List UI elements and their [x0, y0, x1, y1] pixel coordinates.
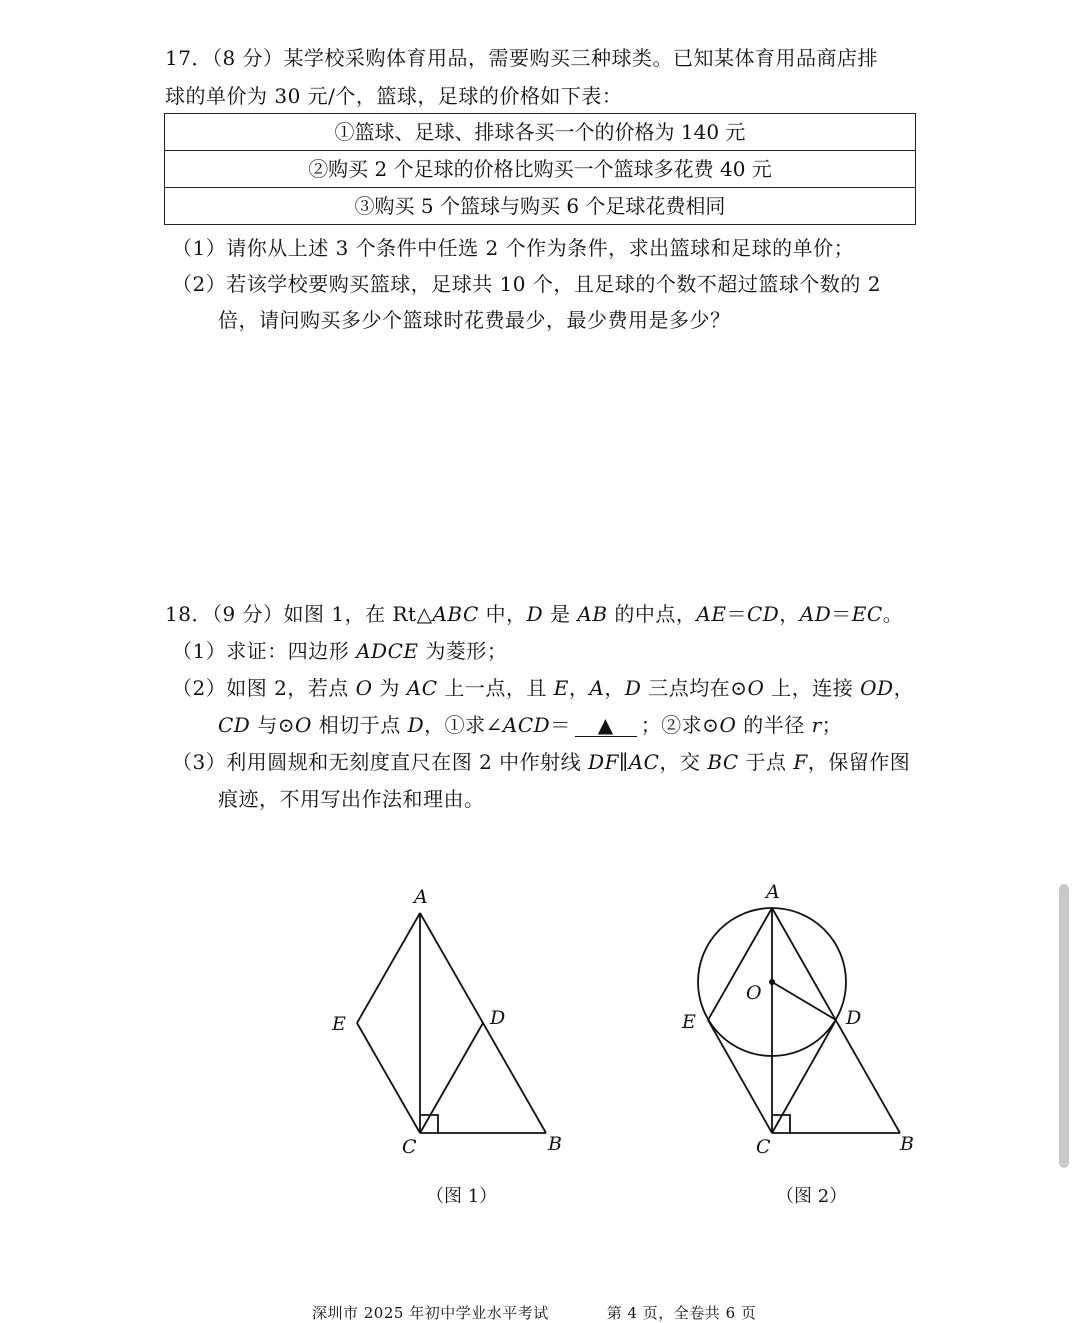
q17-heading-cont: 球的单价为 30 元/个，篮球，足球的价格如下表：	[165, 84, 623, 108]
q18-part-3-cont: 痕迹，不用写出作法和理由。	[218, 787, 485, 811]
fig1-segment-ae	[357, 913, 420, 1023]
fig2-caption: （图 2）	[776, 1186, 848, 1207]
fig2-label-c: C	[756, 1136, 771, 1158]
fig2-label-a: A	[766, 881, 780, 903]
figure-1	[357, 913, 546, 1133]
fig2-segment-ec	[708, 1020, 772, 1133]
exam-name: 深圳市 2025 年初中学业水平考试	[312, 1304, 549, 1322]
fig2-segment-od	[772, 982, 836, 1020]
fig2-label-o: O	[746, 982, 762, 1004]
fig2-center-dot	[769, 979, 775, 985]
fig1-label-a: A	[414, 886, 428, 908]
fig1-label-c: C	[402, 1136, 417, 1158]
figure-2-labels	[681, 881, 914, 1158]
fig2-segment-ae	[708, 908, 772, 1020]
fig2-segment-cd	[772, 1020, 836, 1133]
fig1-segment-cd	[420, 1023, 483, 1133]
q18-heading: 18．（9 分）如图 1，在 Rt△ABC 中，D 是 AB 的中点，AE＝CD，AD＝EC。	[165, 602, 904, 626]
q17-condition-2: ②购买 2 个足球的价格比购买一个篮球多花费 40 元	[165, 151, 916, 188]
q17-heading: 17．（8 分）某学校采购体育用品，需要购买三种球类。已知某体育用品商店排	[165, 46, 879, 70]
fig2-label-d: D	[846, 1007, 862, 1029]
fig2-label-e: E	[682, 1011, 696, 1033]
q17-part-2-cont: 倍，请问购买多少个篮球时花费最少，最少费用是多少？	[218, 308, 731, 332]
fig1-label-e: E	[332, 1013, 346, 1035]
scrollbar-thumb[interactable]	[1059, 884, 1069, 1168]
page-footer	[312, 1302, 756, 1323]
figure-2	[698, 908, 900, 1133]
answer-blank: ▲	[575, 714, 637, 737]
q17-condition-1: ①篮球、足球、排球各买一个的价格为 140 元	[165, 114, 916, 151]
fig1-segment-ec	[357, 1023, 420, 1133]
q18-part-2-cont: CD 与⊙O 相切于点 D，①求∠ACD＝ ▲ ；②求⊙O 的半径 r；	[218, 713, 843, 737]
fig1-label-b: B	[548, 1133, 562, 1155]
q18-part-1: （1）求证：四边形 ADCE 为菱形；	[172, 639, 508, 663]
figure-1-labels	[331, 886, 562, 1158]
q18-part-2: （2）如图 2，若点 O 为 AC 上一点，且 E，A，D 三点均在⊙O 上，连接 OD，	[172, 676, 915, 700]
q17-part-2: （2）若该学校要购买篮球，足球共 10 个，且足球的个数不超过篮球个数的 2	[172, 272, 881, 296]
q17-part-1: （1）请你从上述 3 个条件中任选 2 个作为条件，求出篮球和足球的单价；	[172, 236, 855, 260]
q17-condition-3: ③购买 5 个篮球与购买 6 个足球花费相同	[165, 188, 916, 225]
page-number: 第 4 页，全卷共 6 页	[606, 1304, 757, 1322]
q18-part-3: （3）利用圆规和无刻度直尺在图 2 中作射线 DF∥AC，交 BC 于点 F，保留作图	[172, 750, 911, 774]
fig1-caption: （图 1）	[426, 1186, 498, 1207]
fig1-label-d: D	[490, 1007, 506, 1029]
fig2-label-b: B	[900, 1133, 914, 1155]
